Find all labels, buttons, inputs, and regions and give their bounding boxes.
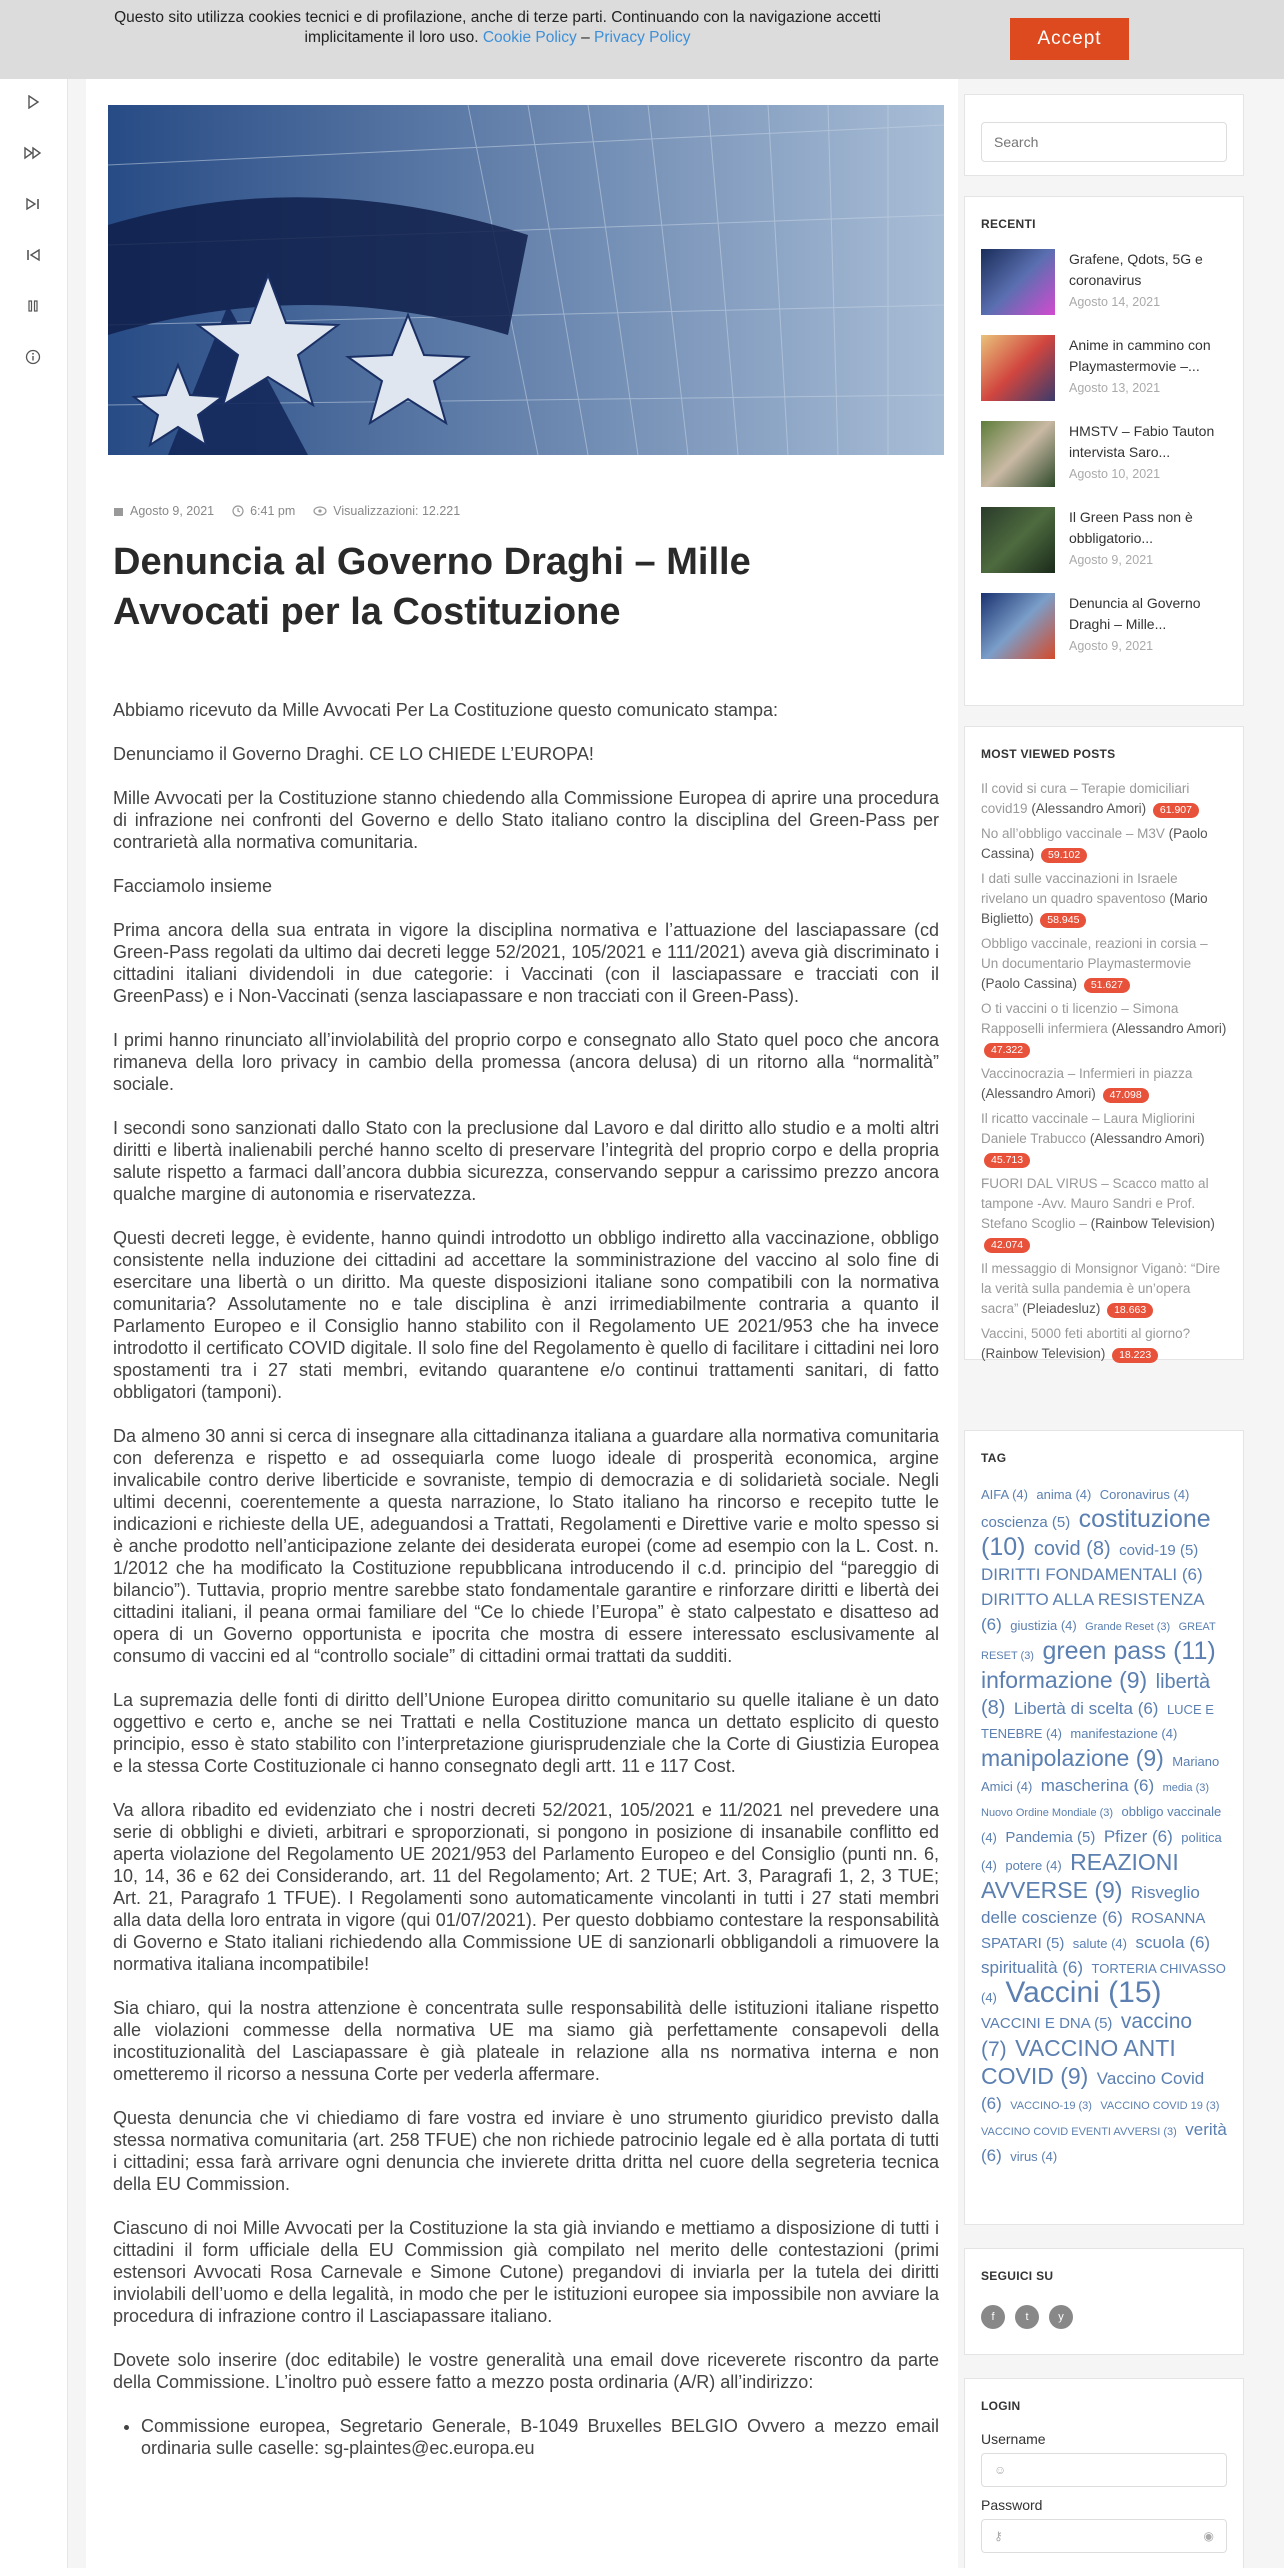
recent-post-thumbnail[interactable]	[981, 593, 1055, 659]
login-widget	[964, 2378, 1244, 2568]
recent-post-thumbnail[interactable]	[981, 507, 1055, 573]
view-count-badge: 42.074	[984, 1238, 1030, 1253]
post-time	[232, 504, 295, 518]
youtube-icon[interactable]: y	[1049, 2305, 1073, 2329]
view-count-badge: 45.713	[984, 1153, 1030, 1168]
eye-icon	[313, 506, 327, 516]
tag-link[interactable]: Risveglio delle coscienze (6)	[981, 1883, 1200, 1927]
tag-cloud	[981, 1483, 1227, 2169]
tag-link[interactable]: Pandemia (5)	[1005, 1829, 1096, 1846]
tag-link[interactable]: LUCE E TENEBRE (4)	[981, 1702, 1214, 1741]
tag-cloud-widget	[964, 1430, 1244, 2225]
post-date-text: Agosto 9, 2021	[130, 504, 215, 518]
recent-post-thumbnail[interactable]	[981, 335, 1055, 401]
recent-post-date: Agosto 9, 2021	[1069, 553, 1154, 567]
most-viewed-title[interactable]: No all’obbligo vaccinale – M3V	[981, 826, 1165, 841]
show-password-icon[interactable]: ◉	[1203, 2529, 1214, 2543]
tag-link[interactable]: DIRITTI FONDAMENTALI (6)	[981, 1565, 1203, 1584]
tag-link[interactable]: vaccino (7)	[981, 2010, 1193, 2061]
cookie-message: Questo sito utilizza cookies tecnici e di profilazione, anche di terze parti. Continuando con la navigazione accetti implicitamente il loro uso.	[114, 9, 881, 46]
recent-post-title[interactable]: Anime in cammino con Playmastermovie –...	[1069, 337, 1211, 374]
media-control-rail	[0, 79, 68, 2568]
post-paragraph: Sia chiaro, qui la nostra attenzione è concentrata sulle responsabilità delle istituzioni italiane rispetto alle violazioni commesse della normativa UE ma siamo già perfettamente consapevoli della incostituzionalità del Lasciapassare è già plateale in relazione alla ns normativa interna e non ometteremo il ricorso a nessuna Corte per vederla affermare.	[113, 1998, 939, 2084]
tag-link[interactable]: VACCINO COVID 19 (3)	[1100, 2100, 1220, 2112]
view-count-badge: 47.322	[984, 1043, 1030, 1058]
most-viewed-title: MOST VIEWED POSTS	[981, 747, 1116, 761]
key-icon: ⚷	[994, 2529, 1003, 2543]
tag-link[interactable]: Grande Reset (3)	[1085, 1621, 1171, 1633]
most-viewed-author: (Alessandro Amori)	[1031, 801, 1147, 816]
most-viewed-item[interactable]	[981, 869, 1227, 929]
recent-post-item[interactable]	[981, 593, 1227, 659]
tags-title: TAG	[981, 1451, 1007, 1465]
post-date	[113, 504, 214, 518]
cookie-banner	[0, 0, 1284, 79]
recent-post-item[interactable]	[981, 335, 1227, 401]
tag-link[interactable]: Libertà di scelta (6)	[1013, 1699, 1159, 1718]
most-viewed-item[interactable]	[981, 1324, 1227, 1364]
most-viewed-item[interactable]	[981, 1064, 1227, 1104]
tag-link[interactable]: Vaccini (15)	[1005, 1976, 1162, 2009]
post-paragraph: Dovete solo inserire (doc editabile) le vostre generalità una email dove riceverete riscontro da parte della Commissione. L’inoltro può essere fatto a mezzo posta ordinaria (A/R) all’indirizzo:	[113, 2350, 939, 2392]
post-address-item: • Commissione europea, Segretario Generale, B-1049 Bruxelles BELGIO Ovvero a mezzo email ordinaria sulle caselle: sg-plaintes@ec.europa.eu	[141, 2415, 939, 2459]
most-viewed-author: (Mario Biglietto)	[981, 891, 1208, 926]
view-count-badge: 51.627	[1084, 978, 1130, 993]
privacy-policy-link[interactable]: Privacy Policy	[594, 29, 691, 46]
tag-link[interactable]: spiritualità (6)	[981, 1958, 1084, 1977]
most-viewed-title[interactable]: Vaccini, 5000 feti abortiti al giorno?	[981, 1326, 1191, 1341]
post-paragraph: Va allora ribadito ed evidenziato che i nostri decreti 52/2021, 105/2021 e 11/2021 nel prevedere una serie di obblighi e divieti, arbitrari e sproporzionati, si pongono in posizione di insanabile conflitto ed aperta violazione del Regolamento UE 2021/953 del Parlamento Europeo e del Consiglio (punti nn. 6, 10, 14, 36 e 62 dei Considerando, art. 11 del Regolamento; Art. 2 TUE; Art. 3, Paragrafi 1, 2, 3 TUE; Art. 21, Paragrafo 1 TFUE). I Regolamenti sono automaticamente vincolanti in tutti i 27 stati membri alla data della loro entrata in vigore (qui 01/07/2021). Per questo dobbiamo contestare la responsabilità di Governo e Stato italiani richiedendo alla Commissione UE di sanzionarli obbligandoli a rimuovere la normativa italiana incompatibile!	[113, 1800, 939, 1974]
most-viewed-title[interactable]: Il ricatto vaccinale – Laura Migliorini Daniele Trabucco	[981, 1111, 1195, 1146]
tag-link[interactable]: virus (4)	[1010, 2149, 1058, 2164]
tag-link[interactable]: AIFA (4)	[981, 1487, 1028, 1502]
tag-link[interactable]: ROSANNA SPATARI (5)	[981, 1910, 1205, 1952]
recent-post-title[interactable]: Denuncia al Governo Draghi – Mille...	[1069, 595, 1201, 632]
recent-post-title[interactable]: HMSTV – Fabio Tauton intervista Saro...	[1069, 423, 1215, 460]
post-views-text: Visualizzazioni: 12.221	[333, 504, 461, 518]
post-paragraph: I secondi sono sanzionati dallo Stato con la preclusione dal Lavoro e dal diritto allo studio e a molti altri diritti e libertà inalienabili perché hanno scelto di preservare l’integrità del proprio corpo e della propria salute rispetto a farmaci dall’ancora dubbia sicurezza, conservando seppur a carissimo prezzo ancora qualche margine di autonomia e riservatezza.	[113, 1118, 939, 1204]
view-count-badge: 47.098	[1103, 1088, 1149, 1103]
recent-post-date: Agosto 14, 2021	[1069, 295, 1161, 309]
most-viewed-author: (Alessandro Amori)	[1111, 1021, 1227, 1036]
tag-link[interactable]: Nuovo Ordine Mondiale (3)	[981, 1807, 1114, 1819]
follow-widget	[964, 2248, 1244, 2355]
most-viewed-item[interactable]	[981, 1109, 1227, 1169]
tag-link[interactable]: Pfizer (6)	[1103, 1827, 1173, 1846]
most-viewed-item[interactable]	[981, 934, 1227, 994]
recent-title: RECENTI	[981, 217, 1036, 231]
most-viewed-author: (Rainbow Television)	[1090, 1216, 1215, 1231]
search-input[interactable]	[981, 122, 1227, 162]
tag-link[interactable]: VACCINO-19 (3)	[1010, 2100, 1092, 2112]
featured-image	[108, 105, 944, 455]
most-viewed-item[interactable]	[981, 1174, 1227, 1254]
most-viewed-author: (Pleiadesluz)	[1022, 1301, 1101, 1316]
recent-post-date: Agosto 10, 2021	[1069, 467, 1161, 481]
search-widget	[964, 94, 1244, 176]
tag-link[interactable]: manipolazione (9)	[981, 1745, 1164, 1771]
main-content	[86, 79, 958, 2568]
tag-link[interactable]: anima (4)	[1036, 1487, 1092, 1502]
post-views	[313, 504, 460, 518]
tag-link[interactable]: scuola (6)	[1135, 1933, 1211, 1952]
most-viewed-title[interactable]: Vaccinocrazia – Infermieri in piazza	[981, 1066, 1193, 1081]
post-meta	[113, 504, 460, 518]
post-body	[113, 699, 939, 2463]
recent-post-title[interactable]: Il Green Pass non è obbligatorio...	[1069, 509, 1193, 546]
most-viewed-title[interactable]: Obbligo vaccinale, reazioni in corsia – Un documentario Playmastermovie	[981, 936, 1208, 971]
post-paragraph: Da almeno 30 anni si cerca di insegnare alla cittadinanza italiana a guardare alla normativa comunitaria con deferenza e rispetto e ad ossequiarla come luogo ideale di prosperità economica, argine invalicabile contro derive liberticide e sovraniste, tempio di democrazia e di solidarietà sociale. Negli ultimi decenni, coerentemente a questa narrazione, lo Stato italiano ha rincorso e recepito tutte le indicazioni e richieste della UE, adeguandosi a Trattati, Regolamenti e Direttive varie e molto spesso si è anche prodotto nell’anticipazione zelante dei desiderata europei (come ad esempio con la L. Cost. n. 1/2012 che ha modificato la Costituzione repubblicana introducendo il c.d. principio del “pareggio di bilancio”). Tuttavia, proprio mentre sarebbe stato fondamentale garantire e rinforzare diritti e libertà dei cittadini italiani, il peana ormai familiare del “Ce lo chiede l’Europa” è stato calpestato e disatteso ad opera di un Governo opportunista e ipocrita che mostra di essere interessato esclusivamente al consumo di vaccini ed al “controllo sociale” di cittadini ormai trattati da sudditi.	[113, 1426, 939, 1666]
most-viewed-item[interactable]	[981, 999, 1227, 1059]
tag-link[interactable]: politica (4)	[981, 1830, 1222, 1873]
post-paragraph: Prima ancora della sua entrata in vigore la disciplina normativa e l’attuazione del lasciapassare (cd Green-Pass regolati da ultimo dai decreti legge 52/2021, 105/2021 e 111/2021) aveva già discriminato i cittadini italiani dividendoli in due categorie: i Vaccinati (con il lasciapassare e tracciati con il GreenPass) e i Non-Vaccinati (senza lasciapassare e non tracciati con il Green-Pass).	[113, 920, 939, 1006]
tag-link[interactable]: salute (4)	[1072, 1936, 1127, 1951]
accept-cookies-button[interactable]: Accept	[1010, 18, 1129, 60]
view-count-badge: 18.663	[1107, 1303, 1153, 1318]
facebook-icon[interactable]: f	[981, 2305, 1005, 2329]
tag-link[interactable]: coscienza (5)	[981, 1514, 1071, 1531]
tag-link[interactable]: TORTERIA CHIVASSO (4)	[981, 1961, 1226, 2005]
recent-post-item[interactable]	[981, 507, 1227, 573]
post-paragraph: I primi hanno rinunciato all’inviolabilità del proprio corpo e consegnato allo Stato quel poco che ancora rimaneva della loro privacy in cambio della promessa (ancora delusa) di un ritorno alla “normalità” sociale.	[113, 1030, 939, 1094]
password-field[interactable]	[981, 2519, 1227, 2553]
most-viewed-title[interactable]: I dati sulle vaccinazioni in Israele rivelano un quadro spaventoso	[981, 871, 1178, 906]
play-icon[interactable]	[22, 91, 44, 113]
tag-link[interactable]: verità (6)	[981, 2120, 1227, 2165]
most-viewed-author: (Rainbow Television)	[981, 1346, 1106, 1361]
tag-link[interactable]: obbligo vaccinale (4)	[981, 1804, 1222, 1845]
most-viewed-item[interactable]	[981, 824, 1227, 864]
post-paragraph: Mille Avvocati per la Costituzione stanno chiedendo alla Commissione Europea di aprire una procedura di infrazione nei confronti del Governo e dello Stato italiano contro la disciplina del Green-Pass per contrarietà alla normativa comunitaria.	[113, 788, 939, 852]
calendar-icon	[113, 506, 124, 517]
tag-link[interactable]: GREAT RESET (3)	[981, 1621, 1216, 1662]
post-paragraph: Facciamolo insieme	[113, 876, 273, 896]
tag-link[interactable]: mascherina (6)	[1040, 1776, 1155, 1795]
most-viewed-title[interactable]: O ti vaccini o ti licenzio – Simona Rapposelli infermiera	[981, 1001, 1179, 1036]
recent-post-date: Agosto 13, 2021	[1069, 381, 1161, 395]
tag-link[interactable]: costituzione (10)	[981, 1505, 1211, 1561]
skip-previous-icon[interactable]	[22, 244, 44, 266]
recent-post-thumbnail[interactable]	[981, 249, 1055, 315]
tag-link[interactable]: informazione (9)	[981, 1667, 1148, 1693]
pause-icon[interactable]	[22, 295, 44, 317]
recent-post-title[interactable]: Grafene, Qdots, 5G e coronavirus	[1069, 251, 1203, 288]
post-paragraph: La supremazia delle fonti di diritto dell’Unione Europea diritto comunitario su quelle italiane è un dato oggettivo e certo e, anche se nei Trattati e nella Costituzione manca un dettato esplicito di questo principio, esso è stato stabilito con l’interpretazione giurisprudenziale che la Corte di Giustizia Europea e la stessa Corte Costituzionale ci hanno consegnato degli artt. 11 e 117 Cost.	[113, 1690, 939, 1776]
post-paragraph: Questi decreti legge, è evidente, hanno quindi introdotto un obbligo indiretto alla vaccinazione, obbligo consistente nella induzione dei cittadini ad accettare la somministrazione del vaccino al solo fine di esercitare una libertà o un diritto. Ma queste disposizioni italiane sono compatibili con la normativa comunitaria? Assolutamente no e tale disciplina è anzi irrimediabilmente contraria a quanto il Parlamento Europeo e il Consiglio hanno stabilito con il Regolamento UE 2021/953 che ha invece introdotto il certificato COVID digitale. Il solo fine del Regolamento è quello di facilitare i cittadini nei loro spostamenti tra i 27 stati membri, evitando quarantene e/o continui trattamenti sanitari, di fatto obbligatori (tamponi).	[113, 1228, 939, 1402]
tag-link[interactable]: covid-19 (5)	[1119, 1542, 1199, 1559]
most-viewed-author: (Alessandro Amori)	[981, 1086, 1096, 1101]
most-viewed-author: (Paolo Cassina)	[981, 976, 1078, 991]
post-paragraph: Questa denuncia che vi chiediamo di fare vostra ed inviare è uno strumento giuridico previsto dalla stessa normativa comunitaria (art. 258 TFUE) che non richiede patrocinio legale ed è alla portata di tutti i cittadini; essa farà arrivare ogni denuncia che invierete dritta dritta nel cuore della segreteria tecnica della EU Commission.	[113, 2108, 939, 2194]
follow-title: SEGUICI SU	[981, 2269, 1054, 2283]
post-title: Denuncia al Governo Draghi – Mille Avvocati per la Costituzione	[113, 541, 751, 633]
recent-post-date: Agosto 9, 2021	[1069, 639, 1154, 653]
cookie-policy-link[interactable]: Cookie Policy	[482, 29, 577, 46]
most-viewed-author: (Alessandro Amori)	[1089, 1131, 1205, 1146]
most-viewed-title[interactable]: FUORI DAL VIRUS – Scacco matto al tampone -Avv. Mauro Sandri e Prof. Stefano Scoglio –	[981, 1176, 1209, 1231]
recent-posts-widget	[964, 196, 1244, 706]
tag-link[interactable]: Coronavirus (4)	[1099, 1487, 1190, 1502]
view-count-badge: 59.102	[1041, 848, 1087, 863]
tag-link[interactable]: Vaccino Covid (6)	[981, 2069, 1205, 2113]
post-paragraph: Abbiamo ricevuto da Mille Avvocati Per La Costituzione questo comunicato stampa:	[113, 700, 779, 720]
recent-post-thumbnail[interactable]	[981, 421, 1055, 487]
tag-link[interactable]: Mariano Amici (4)	[981, 1754, 1220, 1794]
most-viewed-item[interactable]	[981, 1259, 1227, 1319]
tag-link[interactable]: VACCINO ANTI COVID (9)	[981, 2035, 1176, 2089]
cookie-text	[75, 8, 920, 48]
most-viewed-widget	[964, 726, 1244, 1360]
login-title: LOGIN	[981, 2399, 1021, 2413]
most-viewed-title[interactable]: Il covid si cura – Terapie domiciliari covid19	[981, 781, 1190, 816]
view-count-badge: 61.907	[1153, 803, 1199, 818]
info-icon[interactable]	[22, 346, 44, 368]
recent-post-item[interactable]	[981, 249, 1227, 315]
cookie-separator: –	[581, 29, 590, 46]
most-viewed-author: (Paolo Cassina)	[981, 826, 1208, 861]
tag-link[interactable]: green pass (11)	[1042, 1637, 1216, 1665]
view-count-badge: 58.945	[1040, 913, 1086, 928]
skip-next-icon[interactable]	[22, 193, 44, 215]
clock-icon	[232, 505, 244, 517]
post-paragraph: Denunciamo il Governo Draghi. CE LO CHIEDE L’EUROPA!	[113, 744, 594, 764]
most-viewed-item[interactable]	[981, 779, 1227, 819]
tag-link[interactable]: REAZIONI AVVERSE (9)	[981, 1849, 1179, 1903]
tag-link[interactable]: DIRITTO ALLA RESISTENZA (6)	[981, 1590, 1204, 1634]
tag-link[interactable]: VACCINI E DNA (5)	[981, 2015, 1113, 2032]
tag-link[interactable]: covid (8)	[1033, 1538, 1111, 1560]
user-icon: ☺	[994, 2463, 1007, 2477]
tag-link[interactable]: manifestazione (4)	[1070, 1726, 1178, 1741]
post-address-list	[141, 2415, 939, 2459]
username-field[interactable]	[981, 2453, 1227, 2487]
tag-link[interactable]: media (3)	[1162, 1782, 1210, 1794]
view-count-badge: 18.223	[1112, 1348, 1158, 1363]
tag-link[interactable]: VACCINO COVID EVENTI AVVERSI (3)	[981, 2126, 1177, 2138]
tag-link[interactable]: potere (4)	[1005, 1858, 1062, 1873]
most-viewed-title[interactable]: Il messaggio di Monsignor Viganò: “Dire la verità sulla pandemia è un’opera sacra”	[981, 1261, 1221, 1316]
twitter-icon[interactable]: t	[1015, 2305, 1039, 2329]
fast-forward-icon[interactable]	[22, 142, 44, 164]
password-label: Password	[981, 2497, 1043, 2513]
recent-post-item[interactable]	[981, 421, 1227, 487]
post-paragraph: Ciascuno di noi Mille Avvocati per la Costituzione la sta già inviando e mettiamo a disposizione di tutti i cittadini il form ufficiale della EU Commission già compilato nel merito delle contestazioni (primi estensori Avvocati Rosa Carnevale e Simone Cutone) pregandovi di inviarla per la tutela dei diritti inviolabili dell’uomo e della legalità, in modo che per le istituzioni europee sia impossibile non avviare la procedura di infrazione contro il Lasciapassare italiano.	[113, 2218, 939, 2326]
tag-link[interactable]: giustizia (4)	[1010, 1618, 1077, 1633]
tag-link[interactable]: libertà (8)	[981, 1671, 1211, 1719]
post-time-text: 6:41 pm	[250, 504, 296, 518]
username-label: Username	[981, 2431, 1046, 2447]
